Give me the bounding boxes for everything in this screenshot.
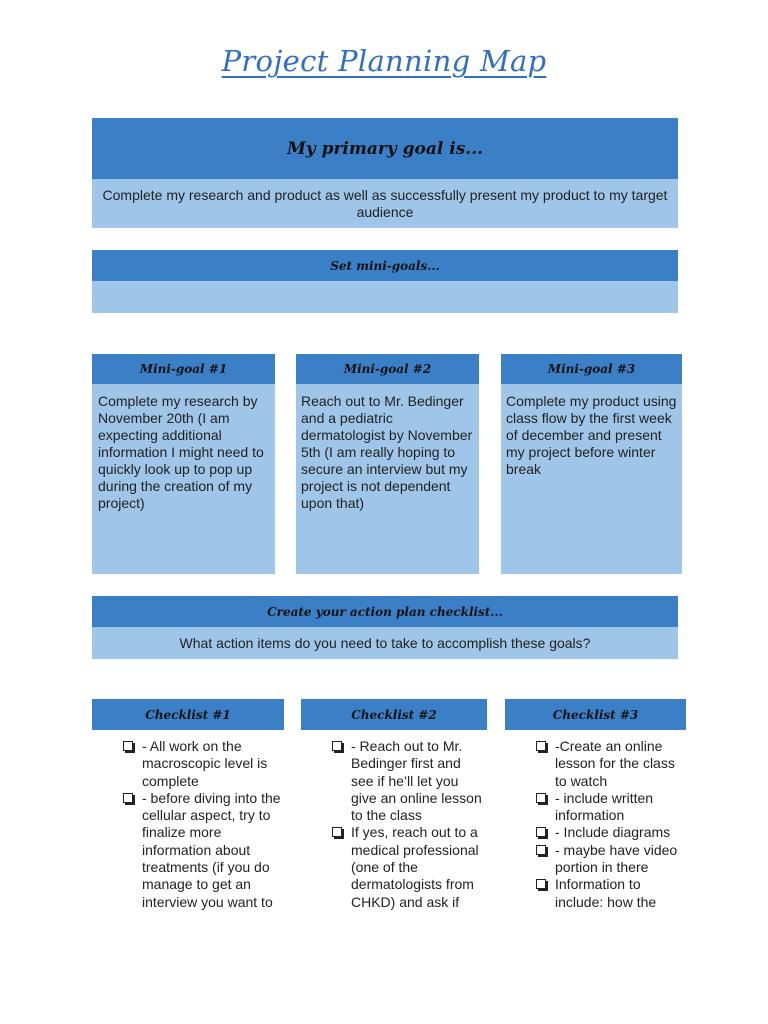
checklist-1-header xyxy=(92,699,284,730)
checklist-item-text: - before diving into the cellular aspect, try to finalize more information about treatments (if you do manage to get an interview you want to xyxy=(142,789,281,910)
action-plan-heading: Create your action plan checklist... xyxy=(267,604,503,619)
primary-goal-header xyxy=(92,118,678,179)
checklist-item-text: Information to include: how the xyxy=(555,876,657,910)
mini-goal-1-header xyxy=(92,354,275,384)
checklist-3-items xyxy=(534,738,686,911)
mini-goal-1-heading: Mini-goal #1 xyxy=(139,362,228,376)
checklist-item-text: - Reach out to Mr. Bedinger first and see if he’ll let you give an online lesson to the class xyxy=(351,738,482,824)
checkbox-icon xyxy=(536,845,546,855)
checklist-2-items xyxy=(330,738,486,911)
page-title: Project Planning Map xyxy=(221,44,547,78)
checkbox-icon xyxy=(536,827,546,837)
mini-goal-1-body xyxy=(92,384,275,574)
mini-goals-section-header xyxy=(92,250,678,281)
checkbox-icon xyxy=(332,741,342,751)
mini-goal-3-header xyxy=(501,354,682,384)
action-plan-header xyxy=(92,596,678,627)
checkbox-icon xyxy=(123,793,133,803)
checklist-item-text: - Include diagrams xyxy=(555,824,671,841)
checklist-item xyxy=(330,824,486,910)
checkbox-icon xyxy=(536,793,546,803)
checkbox-icon xyxy=(536,741,546,751)
primary-goal-heading: My primary goal is... xyxy=(286,138,484,159)
mini-goal-3-body xyxy=(501,384,682,574)
checklist-item-text: - include written information xyxy=(555,789,654,824)
checkbox-icon xyxy=(536,879,546,889)
checklist-item-text: - maybe have video portion in there xyxy=(555,841,678,876)
checklist-item xyxy=(534,824,686,841)
checklist-item xyxy=(330,738,486,824)
mini-goal-2-body xyxy=(296,384,479,574)
mini-goals-section-heading: Set mini-goals... xyxy=(330,258,440,273)
primary-goal-text: Complete my research and product as well as successfully present my product to my target audience xyxy=(102,186,668,220)
checklist-item xyxy=(121,738,283,790)
mini-goal-2-heading: Mini-goal #2 xyxy=(343,362,432,376)
checkbox-icon xyxy=(332,827,342,837)
checklist-1-heading: Checklist #1 xyxy=(145,707,231,722)
checklist-3-header xyxy=(505,699,686,730)
checklist-item xyxy=(534,738,686,790)
checkbox-icon xyxy=(123,741,133,751)
mini-goal-2-header xyxy=(296,354,479,384)
checklist-2-header xyxy=(301,699,487,730)
checklist-item xyxy=(534,876,686,911)
checklist-3-heading: Checklist #3 xyxy=(552,707,639,722)
mini-goals-section-body xyxy=(92,281,678,313)
checklist-item xyxy=(534,842,686,877)
checklist-item-text: - All work on the macroscopic level is complete xyxy=(142,738,268,789)
mini-goal-3-text: Complete my product using class flow by the first week of december and present my project before winter break xyxy=(506,393,677,477)
mini-goal-2-text: Reach out to Mr. Bedinger and a pediatric dermatologist by November 5th (I am really hoping to secure an interview but my project is not dependent upon that) xyxy=(301,393,473,511)
checklist-item-text: -Create an online lesson for the class to watch xyxy=(555,738,675,789)
action-plan-body xyxy=(92,627,678,659)
checklist-2-heading: Checklist #2 xyxy=(351,707,437,722)
primary-goal-body xyxy=(92,179,678,228)
checklist-item xyxy=(534,790,686,825)
checklist-1-items xyxy=(121,738,283,911)
action-plan-text: What action items do you need to take to accomplish these goals? xyxy=(179,634,591,651)
mini-goal-1-text: Complete my research by November 20th (I am expecting additional information I might need to quickly look up to pop up during the creation of my project) xyxy=(98,393,264,511)
checklist-item xyxy=(121,790,283,911)
checklist-item-text: If yes, reach out to a medical professional (one of the dermatologists from CHKD) and ask if xyxy=(351,824,479,910)
mini-goal-3-heading: Mini-goal #3 xyxy=(547,362,636,376)
